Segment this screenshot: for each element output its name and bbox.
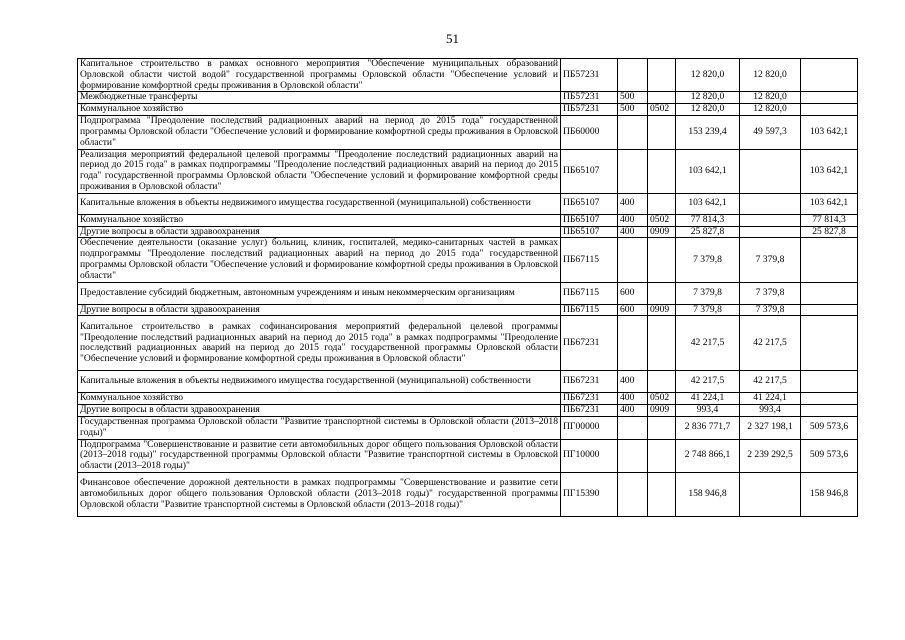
row-federal: 2 327 198,1 bbox=[740, 416, 801, 439]
row-name: Капитальное строительство в рамках основного мероприятия "Обеспечение муниципальных образований Орловской области чистой водой" государственной программы Орловской области "Обеспечение условий и формирование комфортной среды проживания в Орловской области" bbox=[78, 59, 561, 92]
row-code: ПГ00000 bbox=[561, 416, 618, 439]
row-code: ПБ67115 bbox=[561, 304, 618, 316]
row-section bbox=[618, 59, 648, 92]
table-row bbox=[78, 416, 858, 439]
table-row bbox=[78, 226, 858, 238]
row-code: ПБ67231 bbox=[561, 316, 618, 371]
row-section: 400 bbox=[618, 214, 648, 226]
table-row bbox=[78, 282, 858, 304]
row-subsection bbox=[648, 193, 676, 214]
row-code: ПБ65107 bbox=[561, 226, 618, 238]
row-section bbox=[618, 116, 648, 149]
row-code: ПБ57231 bbox=[561, 59, 618, 92]
row-regional: 509 573,6 bbox=[801, 416, 858, 439]
row-regional: 103 642,1 bbox=[801, 116, 858, 149]
row-total: 2 748 866,1 bbox=[676, 439, 740, 472]
row-federal bbox=[740, 226, 801, 238]
row-federal bbox=[740, 149, 801, 193]
table-row bbox=[78, 393, 858, 405]
row-total: 12 820,0 bbox=[676, 59, 740, 92]
row-subsection bbox=[648, 149, 676, 193]
row-federal: 42 217,5 bbox=[740, 316, 801, 371]
row-subsection: 0909 bbox=[648, 405, 676, 417]
row-subsection: 0909 bbox=[648, 304, 676, 316]
row-name: Капитальное строительство в рамках софинансирования мероприятий федеральной целевой программы "Преодоление последствий радиационных аварий на период до 2015 года" в рамках подпрограммы "Преодоление последствий радиационных аварий на период до 2015 года" государственной программы Орловской области "Обеспечение условий и формирование комфортной среды проживания в Орловской области" bbox=[78, 316, 561, 371]
row-subsection: 0909 bbox=[648, 226, 676, 238]
table-row bbox=[78, 116, 858, 149]
row-section bbox=[618, 149, 648, 193]
row-section: 400 bbox=[618, 371, 648, 393]
row-section: 400 bbox=[618, 193, 648, 214]
table-row bbox=[78, 104, 858, 116]
row-total: 7 379,8 bbox=[676, 238, 740, 282]
row-section: 400 bbox=[618, 393, 648, 405]
row-subsection bbox=[648, 282, 676, 304]
row-section: 600 bbox=[618, 304, 648, 316]
row-federal: 41 224,1 bbox=[740, 393, 801, 405]
row-regional: 103 642,1 bbox=[801, 149, 858, 193]
row-federal bbox=[740, 472, 801, 516]
row-section: 500 bbox=[618, 104, 648, 116]
row-code: ПБ57231 bbox=[561, 104, 618, 116]
row-federal: 49 597,3 bbox=[740, 116, 801, 149]
row-total: 993,4 bbox=[676, 405, 740, 417]
row-subsection bbox=[648, 116, 676, 149]
row-name: Межбюджетные трансферты bbox=[78, 92, 561, 104]
table-row bbox=[78, 149, 858, 193]
row-federal: 12 820,0 bbox=[740, 104, 801, 116]
row-regional bbox=[801, 92, 858, 104]
row-regional: 103 642,1 bbox=[801, 193, 858, 214]
row-total: 7 379,8 bbox=[676, 304, 740, 316]
table-row bbox=[78, 316, 858, 371]
row-code: ПБ67115 bbox=[561, 238, 618, 282]
row-regional: 77 814,3 bbox=[801, 214, 858, 226]
row-code: ПБ67231 bbox=[561, 371, 618, 393]
budget-table bbox=[77, 58, 858, 517]
row-name: Другие вопросы в области здравоохранения bbox=[78, 405, 561, 417]
row-total: 77 814,3 bbox=[676, 214, 740, 226]
row-regional bbox=[801, 371, 858, 393]
row-name: Коммунальное хозяйство bbox=[78, 214, 561, 226]
row-name: Другие вопросы в области здравоохранения bbox=[78, 304, 561, 316]
table-row bbox=[78, 238, 858, 282]
row-name: Подпрограмма "Совершенствование и развитие сети автомобильных дорог общего пользования Орловской области (2013–2018 годы)" государственной программы Орловской области "Развитие транспортной системы в Орловской области (2013–2018 годы)" bbox=[78, 439, 561, 472]
row-regional: 509 573,6 bbox=[801, 439, 858, 472]
row-total: 103 642,1 bbox=[676, 149, 740, 193]
row-code: ПГ10000 bbox=[561, 439, 618, 472]
row-federal bbox=[740, 193, 801, 214]
row-section bbox=[618, 416, 648, 439]
row-name: Коммунальное хозяйство bbox=[78, 104, 561, 116]
table-row bbox=[78, 371, 858, 393]
row-code: ПБ67115 bbox=[561, 282, 618, 304]
row-regional bbox=[801, 59, 858, 92]
row-name: Финансовое обеспечение дорожной деятельности в рамках подпрограммы "Совершенствование и развитие сети автомобильных дорог общего пользования Орловской области (2013–2018 годы)" государственной программы Орловской области "Развитие транспортной системы в Орловской области (2013–2018 годы)" bbox=[78, 472, 561, 516]
table-row bbox=[78, 59, 858, 92]
row-section bbox=[618, 316, 648, 371]
row-total: 12 820,0 bbox=[676, 92, 740, 104]
table-row bbox=[78, 405, 858, 417]
row-section: 600 bbox=[618, 282, 648, 304]
row-regional: 158 946,8 bbox=[801, 472, 858, 516]
row-total: 2 836 771,7 bbox=[676, 416, 740, 439]
row-name: Реализация мероприятий федеральной целевой программы "Преодоление последствий радиационных аварий на период до 2015 года" в рамках подпрограммы "Преодоление последствий радиационных аварий на период до 2015 года" государственной программы Орловской области "Обеспечение условий и формирование комфортной среды проживания в Орловской области" bbox=[78, 149, 561, 193]
row-total: 12 820,0 bbox=[676, 104, 740, 116]
table-row bbox=[78, 304, 858, 316]
row-total: 153 239,4 bbox=[676, 116, 740, 149]
row-name: Предоставление субсидий бюджетным, автономным учреждениям и иным некоммерческим организациям bbox=[78, 282, 561, 304]
row-name: Коммунальное хозяйство bbox=[78, 393, 561, 405]
row-regional: 25 827,8 bbox=[801, 226, 858, 238]
row-regional bbox=[801, 238, 858, 282]
row-section: 400 bbox=[618, 405, 648, 417]
row-federal: 2 239 292,5 bbox=[740, 439, 801, 472]
row-federal bbox=[740, 214, 801, 226]
row-federal: 7 379,8 bbox=[740, 238, 801, 282]
row-section: 500 bbox=[618, 92, 648, 104]
row-regional bbox=[801, 393, 858, 405]
row-total: 42 217,5 bbox=[676, 316, 740, 371]
row-code: ПБ65107 bbox=[561, 149, 618, 193]
row-subsection bbox=[648, 371, 676, 393]
row-total: 103 642,1 bbox=[676, 193, 740, 214]
row-regional bbox=[801, 405, 858, 417]
row-name: Капитальные вложения в объекты недвижимого имущества государственной (муниципальной) собственности bbox=[78, 371, 561, 393]
row-code: ПБ60000 bbox=[561, 116, 618, 149]
row-subsection bbox=[648, 59, 676, 92]
row-subsection: 0502 bbox=[648, 393, 676, 405]
row-subsection bbox=[648, 472, 676, 516]
row-code: ПГ15390 bbox=[561, 472, 618, 516]
row-total: 7 379,8 bbox=[676, 282, 740, 304]
page-number: 51 bbox=[446, 31, 459, 46]
row-subsection bbox=[648, 416, 676, 439]
row-section bbox=[618, 472, 648, 516]
row-subsection bbox=[648, 439, 676, 472]
row-total: 41 224,1 bbox=[676, 393, 740, 405]
row-federal: 993,4 bbox=[740, 405, 801, 417]
row-code: ПБ65107 bbox=[561, 214, 618, 226]
row-subsection bbox=[648, 92, 676, 104]
row-federal: 42 217,5 bbox=[740, 371, 801, 393]
row-code: ПБ67231 bbox=[561, 393, 618, 405]
row-federal: 12 820,0 bbox=[740, 92, 801, 104]
table-row bbox=[78, 472, 858, 516]
row-section: 400 bbox=[618, 226, 648, 238]
row-regional bbox=[801, 316, 858, 371]
row-subsection bbox=[648, 316, 676, 371]
row-code: ПБ57231 bbox=[561, 92, 618, 104]
table-row bbox=[78, 214, 858, 226]
row-name: Подпрограмма "Преодоление последствий радиационных аварий на период до 2015 года" государственной программы Орловской области "Обеспечение условий и формирование комфортной среды проживания в Орловской области" bbox=[78, 116, 561, 149]
row-regional bbox=[801, 282, 858, 304]
row-total: 25 827,8 bbox=[676, 226, 740, 238]
budget-table-body bbox=[78, 59, 858, 517]
row-name: Другие вопросы в области здравоохранения bbox=[78, 226, 561, 238]
row-subsection: 0502 bbox=[648, 104, 676, 116]
row-subsection bbox=[648, 238, 676, 282]
row-regional bbox=[801, 304, 858, 316]
row-total: 42 217,5 bbox=[676, 371, 740, 393]
row-name: Обеспечение деятельности (оказание услуг) больниц, клиник, госпиталей, медико-санитарных частей в рамках подпрограммы "Преодоление последствий радиационных аварий на период до 2015 года" государственной программы Орловской области "Обеспечение условий и формирование комфортной среды проживания в Орловской области" bbox=[78, 238, 561, 282]
row-subsection: 0502 bbox=[648, 214, 676, 226]
row-federal: 7 379,8 bbox=[740, 282, 801, 304]
row-name: Капитальные вложения в объекты недвижимого имущества государственной (муниципальной) собственности bbox=[78, 193, 561, 214]
row-code: ПБ67231 bbox=[561, 405, 618, 417]
row-federal: 7 379,8 bbox=[740, 304, 801, 316]
row-code: ПБ65107 bbox=[561, 193, 618, 214]
row-section bbox=[618, 238, 648, 282]
row-name: Государственная программа Орловской области "Развитие транспортной системы в Орловской области (2013–2018 годы)" bbox=[78, 416, 561, 439]
row-total: 158 946,8 bbox=[676, 472, 740, 516]
row-section bbox=[618, 439, 648, 472]
row-federal: 12 820,0 bbox=[740, 59, 801, 92]
row-regional bbox=[801, 104, 858, 116]
table-row bbox=[78, 193, 858, 214]
table-row bbox=[78, 92, 858, 104]
table-row bbox=[78, 439, 858, 472]
